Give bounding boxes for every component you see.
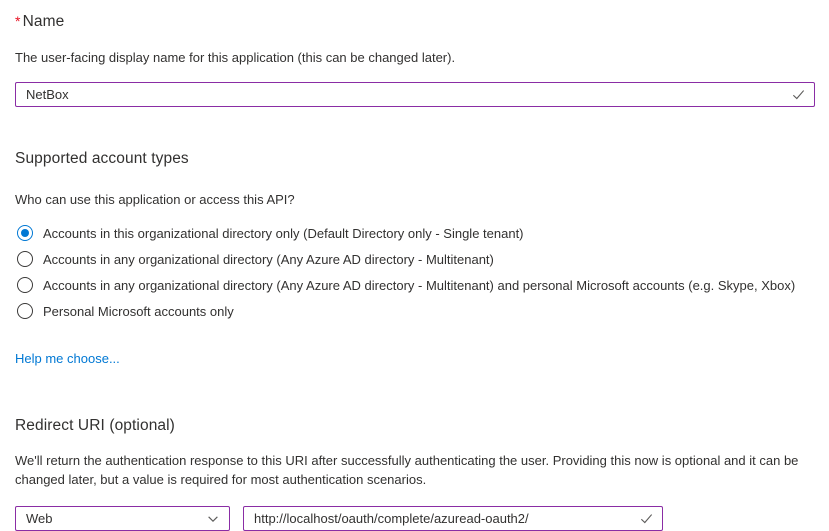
platform-select-value: Web xyxy=(26,511,53,526)
help-me-choose-link[interactable]: Help me choose... xyxy=(15,351,120,366)
redirect-uri-row xyxy=(15,506,815,531)
account-type-radio-group xyxy=(15,220,815,324)
name-label: Name xyxy=(22,13,65,30)
required-asterisk: * xyxy=(15,13,21,29)
radio-option-single-tenant[interactable]: Accounts in this organizational directory only (Default Directory only - Single tenant) xyxy=(15,220,815,246)
chevron-down-icon xyxy=(206,512,220,526)
redirect-uri-description: We'll return the authentication response to this URI after successfully authenticating the user. Providing this now is optional and it can be changed later, but a value is required for most authentication scenarios. xyxy=(15,453,799,487)
redirect-uri-title: Redirect URI (optional) xyxy=(15,417,175,434)
redirect-uri-section xyxy=(15,417,815,531)
radio-option-multitenant[interactable]: Accounts in any organizational directory (Any Azure AD directory - Multitenant) xyxy=(15,246,815,272)
radio-button-icon[interactable] xyxy=(17,251,33,267)
radio-button-icon[interactable] xyxy=(17,277,33,293)
redirect-uri-input-container xyxy=(243,506,663,531)
radio-option-personal-only[interactable]: Personal Microsoft accounts only xyxy=(15,298,815,324)
platform-select[interactable] xyxy=(15,506,230,531)
radio-option-multitenant-personal[interactable]: Accounts in any organizational directory (Any Azure AD directory - Multitenant) and personal Microsoft accounts (e.g. Skype, Xbox) xyxy=(15,272,815,298)
name-section-title xyxy=(15,13,815,31)
valid-checkmark-icon xyxy=(639,511,654,526)
valid-checkmark-icon xyxy=(791,87,806,102)
radio-button-icon[interactable] xyxy=(17,303,33,319)
name-input-container xyxy=(15,82,815,107)
radio-button-icon[interactable] xyxy=(17,225,33,241)
name-description: The user-facing display name for this application (this can be changed later). xyxy=(15,50,456,65)
account-types-section xyxy=(15,150,815,368)
name-input[interactable] xyxy=(26,83,791,106)
account-types-question: Who can use this application or access this API? xyxy=(15,192,295,207)
redirect-uri-input[interactable] xyxy=(254,507,639,530)
account-types-title: Supported account types xyxy=(15,150,189,167)
